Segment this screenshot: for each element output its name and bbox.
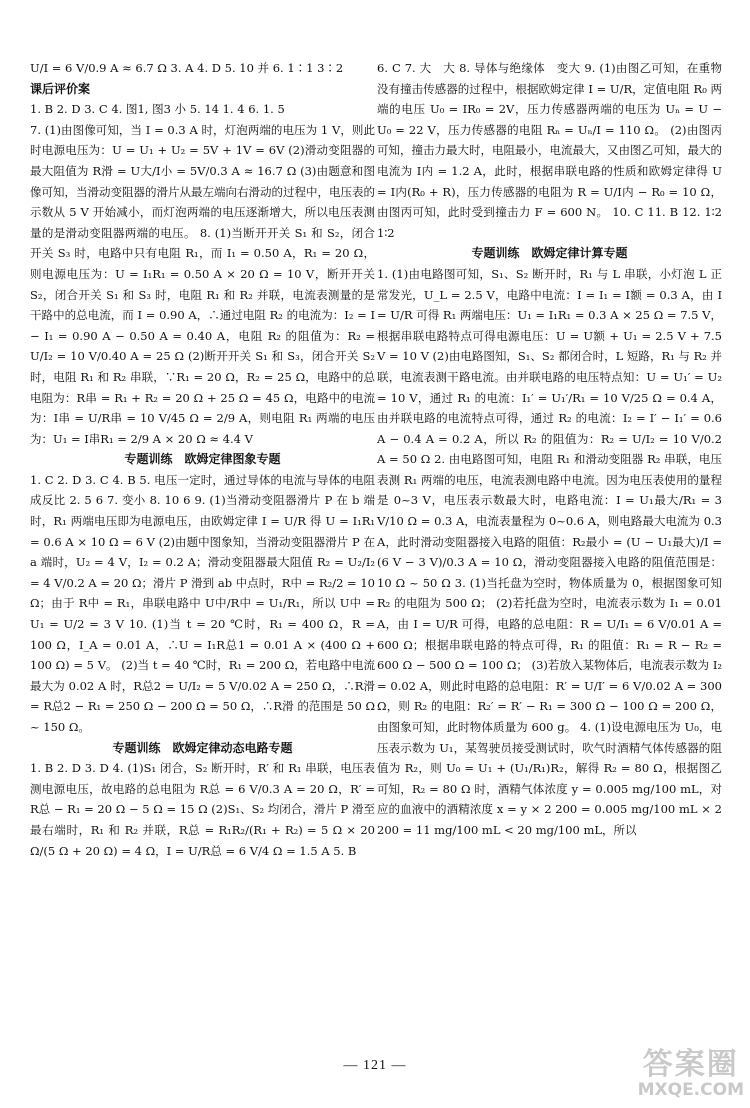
left-paragraph-3: 7. (1)由图像可知，当 I = 0.3 A 时，灯泡两端的电压为 1 V，则此时电源电压为：U = U₁ + U₂ = 5V + 1V = 6V (2)滑动变阻器的最大阻值为 R滑 = U大/I小 = 5V/0.3 A ≈ 16.7 Ω (3)由题意和图像可知，当滑动变阻器的滑片从最左端向右滑动的过程中，电压表的示数从 5 V 开始减小，而灯泡两端的电压逐渐增大，所以电压表测量的是滑动变阻器两端的电压。 8. (1)当断开开关 S₁ 和 S₂，闭合开关 S₃ 时，电路中只有电阻 R₁，而 I₁ = 0.50 A，R₁ = 20 Ω，则电源电压为：U = I₁R₁ = 0.50 A × 20 Ω = 10 V，断开开关 S₂，闭合开关 S₁ 和 S₃ 时，电阻 R₁ 和 R₂ 并联，电流表测量的是干路中的总电流，而 I = 0.90 A，∴通过电阻 R₂ 的电流为：I₂ = I − I₁ = 0.90 A − 0.50 A = 0.40 A，电阻 R₂ 的阻值为：R₂ = U/I₂ = 10 V/0.40 A = 25 Ω (2)断开开关 S₁ 和 S₃，闭合开关 S₂ 时，电阻 R₁ 和 R₂ 串联，∵R₁ = 20 Ω，R₂ = 25 Ω，电路中的总电阻为：R串 = R₁ + R₂ = 20 Ω + 25 Ω = 45 Ω，电路中的电流为：I串 = U/R串 = 10 V/45 Ω = 2/9 A，则电阻 R₁ 两端的电压为：U₁ = I串R₁ = 2/9 A × 20 Ω ≈ 4.4 V (30, 122, 375, 446)
left-paragraph-4: 1. C 2. D 3. C 4. B 5. 电压一定时，通过导体的电流与导体的电阻成反比 2. 5 6 7. 变小 8. 10 6 9. (1)当滑动变阻器滑片 P 在 b 端时，R₁ 两端电压即为电源电压，由欧姆定律 I = U/R 得 U = I₁R₁ = 0.6 A × 10 Ω = 6 V (2)由题中图象知，当滑动变阻器滑片 P 在 a 端时，U₂ = 4 V，I₂ = 0.2 A；滑动变阻器最大阻值 R₂ = U₂/I₂ = 4 V/0.2 A = 20 Ω；滑片 P 滑到 ab 中点时，R中 = R₂/2 = 10 Ω；由于 R中 = R₁，串联电路中 U中/R中 = U₁/R₁，所以 U中 = U₁ = U/2 = 3 V 10. (1)当 t = 20 ℃时，R₁ = 400 Ω，R = 100 Ω，I_A = 0.01 A，∴U = I₁R总1 = 0.01 A × (400 Ω + 100 Ω) = 5 V。 (2)当 t = 40 ℃时，R₁ = 200 Ω，若电路中电流最大为 0.02 A 时，R总2 = U/I₂ = 5 V/0.02 A = 250 Ω，∴R滑 = R总2 − R₁ = 250 Ω − 200 Ω = 50 Ω，∴R滑 的范围是 50 Ω ~ 150 Ω。 (30, 472, 375, 734)
right-column (377, 58, 722, 841)
left-paragraph-2: 1. B 2. D 3. C 4. 图1, 图3 小 5. 14 1. 4 6. 1. 5 (30, 102, 285, 117)
right-paragraph-1: 6. C 7. 大 大 8. 导体与绝缘体 变大 9. (1)由图乙可知，在重物没有撞击传感器的过程中，根据欧姆定律 I = U/R，定值电阻 R₀ 两端的电压 U₀ = IR₀ = 2V，压力传感器两端的电压为 Uₙ = U − U₀ = 22 V，压力传感器的电阻 Rₙ = Uₙ/I = 110 Ω。 (2)由图丙可知，撞击力最大时，电阻最小，电流最大，又由图乙可知，最大的电流为 I内 = 1.2 A，此时，根据串联电路的性质和欧姆定律得 U = I内(R₀ + R)，压力传感器的电阻为 R = U/I内 − R₀ = 10 Ω，由图丙可知，此时受到撞击力 F = 600 N。 10. C 11. B 12. 1∶2 1∶2 (377, 61, 722, 240)
page-number: — 121 — (343, 1058, 407, 1073)
section-heading-calculation: 专题训练 欧姆定律计算专题 (471, 246, 628, 261)
section-heading-dynamic: 专题训练 欧姆定律动态电路专题 (112, 740, 293, 755)
section-heading-graph: 专题训练 欧姆定律图象专题 (124, 452, 281, 467)
right-paragraph-2: 1. (1)由电路图可知，S₁、S₂ 断开时，R₁ 与 L 串联，小灯泡 L 正常发光，U_L = 2.5 V，电路中电流：I = I₁ = I额 = 0.3 A，由 I = U/R 可得 R₁ 两端电压：U₁ = I₁R₁ = 0.3 A × 25 Ω = 7.5 V，根据串联电路特点可得电源电压：U = U额 + U₁ = 2.5 V + 7.5 V = 10 V (2)由电路图知，S₁、S₂ 都闭合时，L 短路，R₁ 与 R₂ 并联，电流表测干路电流。由并联电路的电压特点知：U = U₁′ = U₂ = 10 V，通过 R₁ 的电流：I₁′ = U₁′/R₁ = 10 V/25 Ω = 0.4 A，由并联电路的电流特点可得，通过 R₂ 的电流：I₂ = I′ − I₁′ = 0.6 A − 0.4 A = 0.2 A，所以 R₂ 的阻值为：R₂ = U/I₂ = 10 V/0.2 A = 50 Ω 2. 由电路图可知，电阻 R₁ 和滑动变阻器 R₂ 串联，电压表测 R₁ 两端的电压，电流表测电路中电流。因为电压表使用的量程是 0~3 V，电压表示数最大时，电路电流：I = U₁最大/R₁ = 3 V/10 Ω = 0.3 A，电流表量程为 0~0.6 A，则电路最大电流为 0.3 A，此时滑动变阻器接入电路的阻值：R₂最小 = (U − U₁最大)/I = (6 V − 3 V)/0.3 A = 10 Ω，滑动变阻器接入电路的阻值范围是：10 Ω ~ 50 Ω 3. (1)当托盘为空时，物体质量为 0，根据图象可知 R₂ 的电阻为 500 Ω； (2)若托盘为空时，电流表示数为 I₁ = 0.01 A，由 I = U/R 可得，电路的总电阻：R = U/I₁ = 6 V/0.01 A = 600 Ω；根据串联电路的特点可得，R₁ 的阻值：R₁ = R − R₂ = 600 Ω − 500 Ω = 100 Ω； (3)若放入某物体后，电流表示数为 I₂ = 0.02 A，则此时电路的总电阻：R′ = U/I′ = 6 V/0.02 A = 300 Ω，则 R₂ 的电阻：R₂′ = R′ − R₁ = 300 Ω − 100 Ω = 200 Ω，由图象可知，此时物体质量为 600 g。 4. (1)设电源电压为 U₀，电压表示数为 U₁，某驾驶员接受测试时，吹气时酒精气体传感器的阻值为 R₂，则 U₀ = U₁ + (U₁/R₁)R₂，解得 R₂ = 80 Ω，根据图乙可知，R₂ = 80 Ω 时，酒精气体浓度 y = 0.005 mg/100 mL，对应的血液中的酒精浓度 x = y × 2 200 = 0.005 mg/100 mL × 2 200 = 11 mg/100 mL < 20 mg/100 mL，所以 (377, 266, 722, 837)
section-heading-after-class: 课后评价案 (30, 81, 91, 96)
watermark-cn: 答案圈 (642, 1047, 739, 1083)
left-paragraph-1: U/I = 6 V/0.9 A ≈ 6.7 Ω 3. A 4. D 5. 10 并 6. 1∶1 3∶2 (30, 61, 344, 75)
left-column (30, 58, 375, 861)
watermark-en: MXQE.COM (637, 1080, 744, 1101)
left-paragraph-5: 1. B 2. D 3. D 4. (1)S₁ 闭合，S₂ 断开时，R′ 和 R₁ 串联，电压表测电源电压，故电路的总电阻为 R总 = 6 V/0.3 A = 20 Ω，R′ = R总 − R₁ = 20 Ω − 5 Ω = 15 Ω (2)S₁、S₂ 均闭合，滑片 P 滑至最右端时，R₁ 和 R₂ 并联，R总 = R₁R₂/(R₁ + R₂) = 5 Ω × 20 Ω/(5 Ω + 20 Ω) = 4 Ω，I = U/R总 = 6 V/4 Ω = 1.5 A 5. B (30, 761, 375, 858)
watermark-logo (638, 1048, 744, 1100)
